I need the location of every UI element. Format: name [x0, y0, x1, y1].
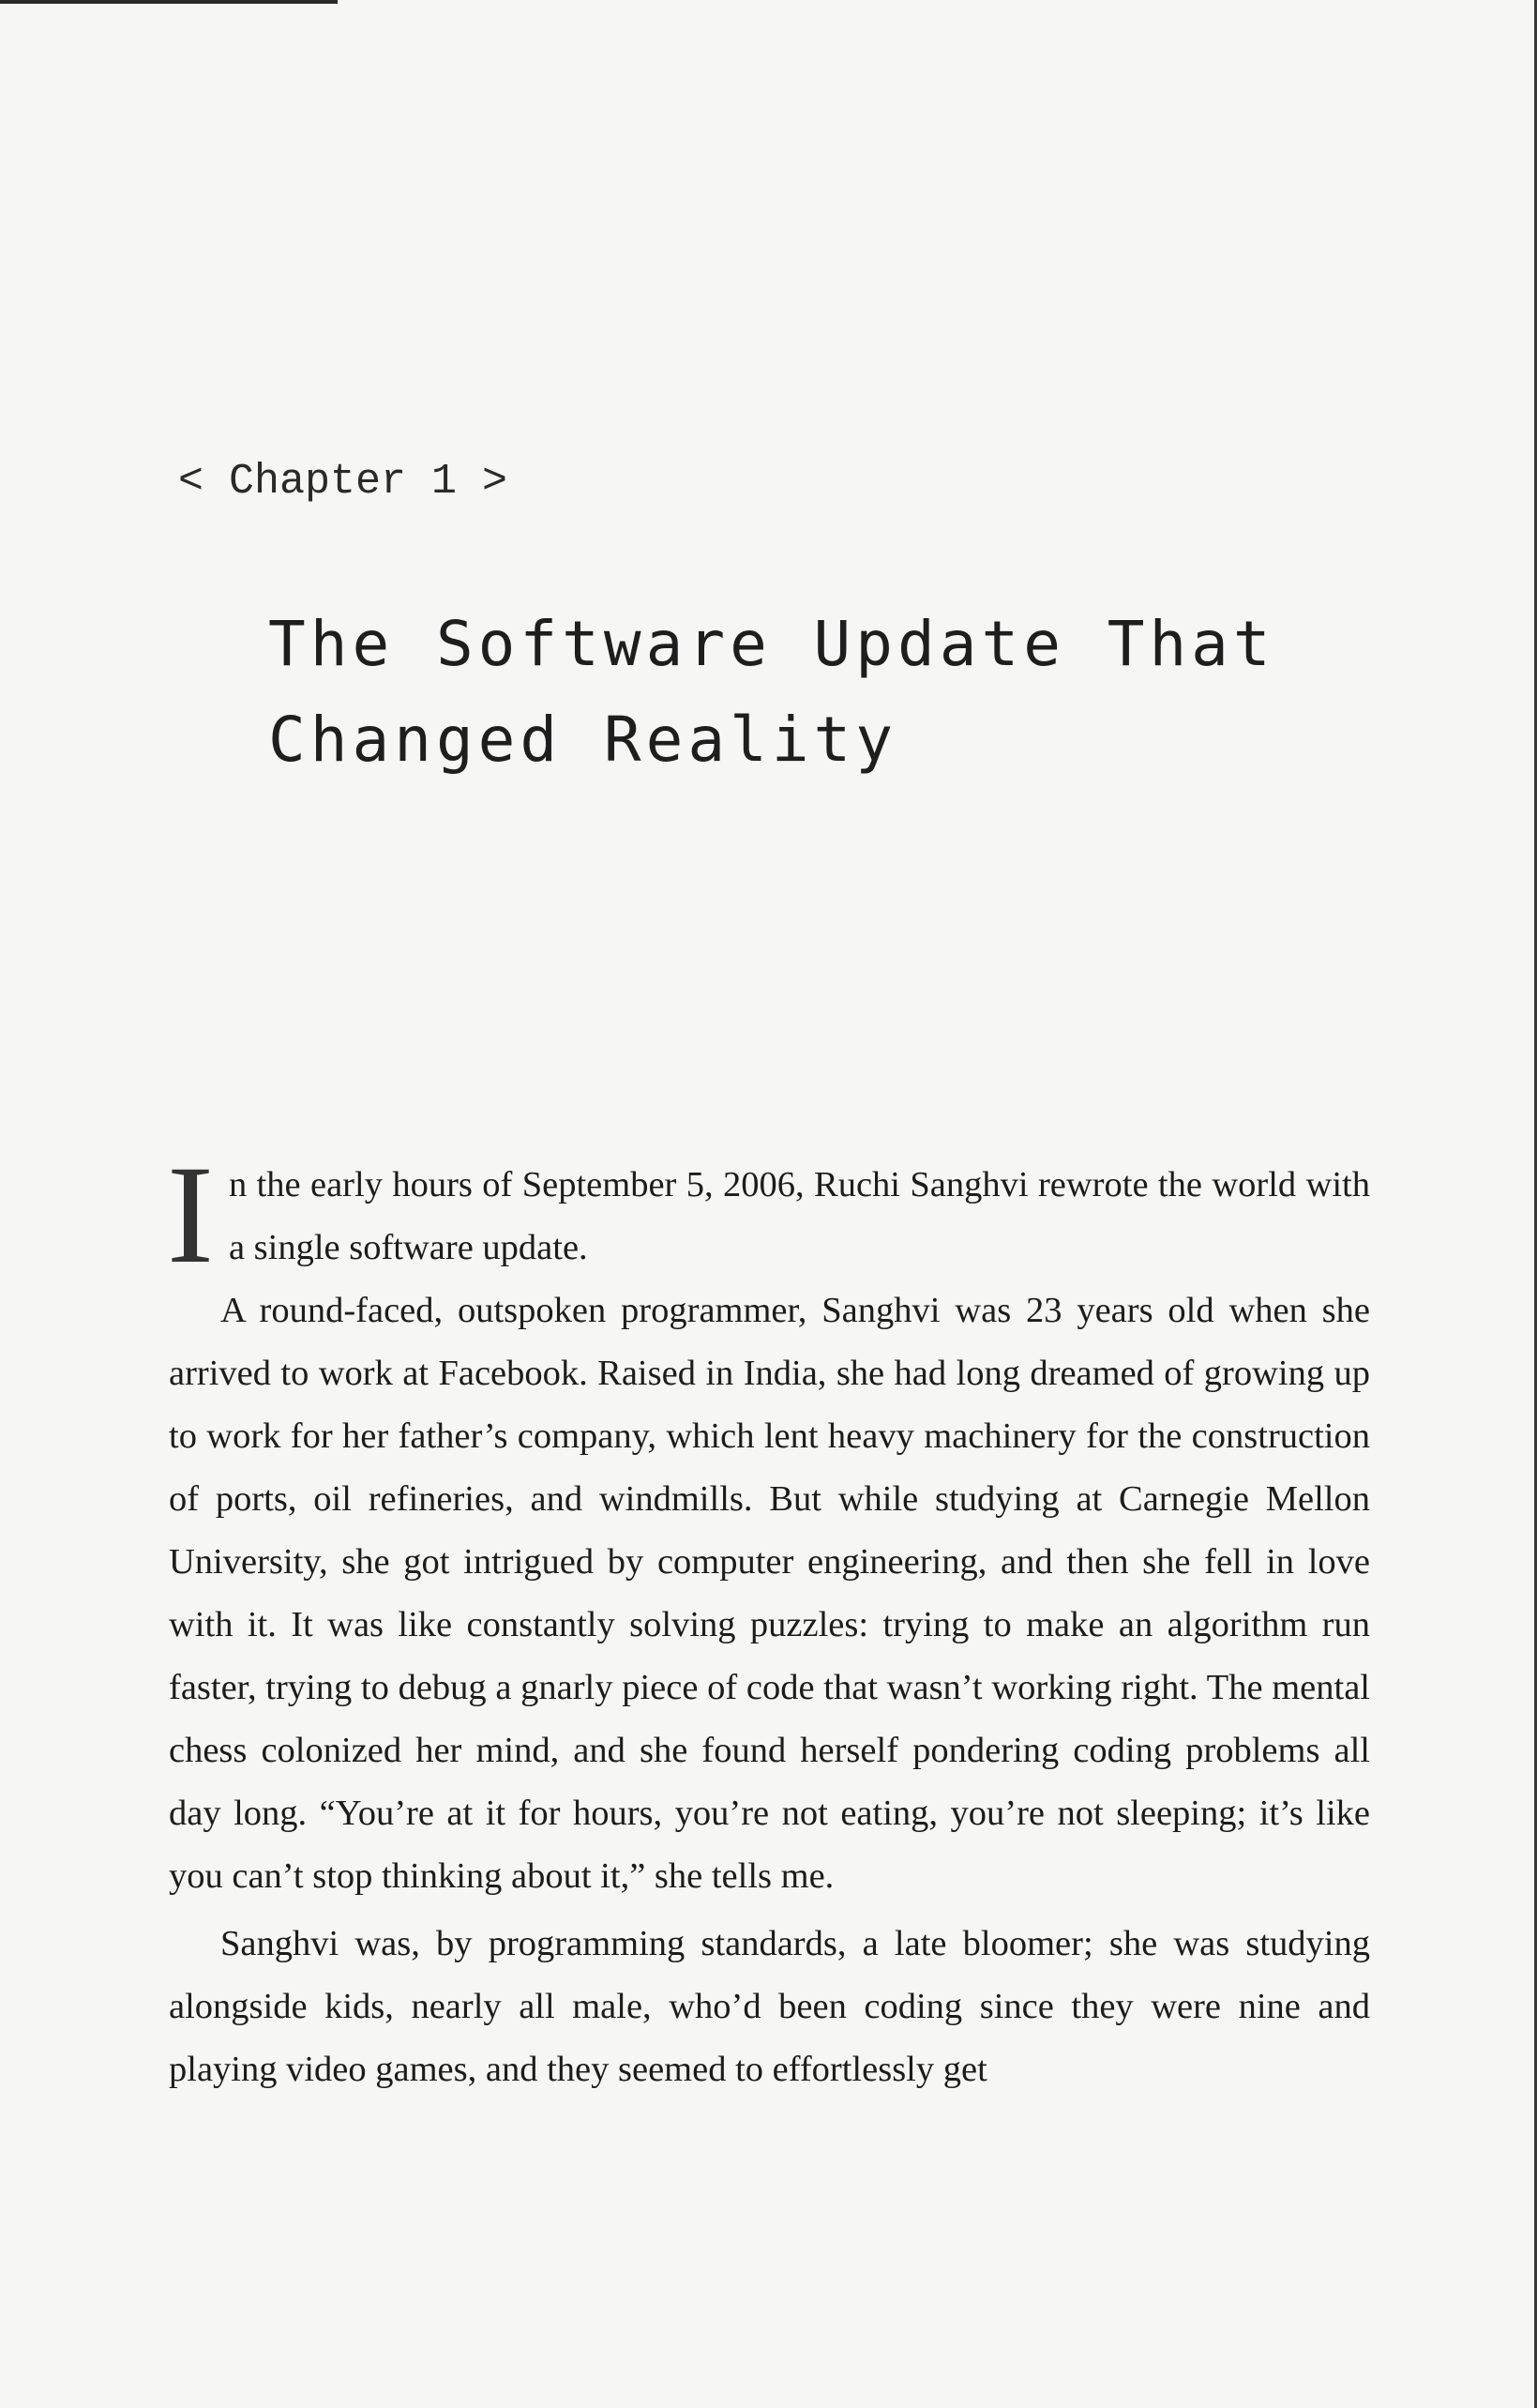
paragraph-2: A round-faced, outspoken programmer, Sanghvi was 23 years old when she arrived to work at Facebook. Raised in India, she had long dreamed of growing up to work for her father’s company, which lent heavy machinery for the construction of ports, oil refineries, and windmills. But while studying at Carnegie Mellon University, she got intrigued by computer engineering, and then she fell in love with it. It was like constantly solving puzzles: trying to make an algorithm run faster, trying to debug a gnarly piece of code that wasn’t working right. The mental chess colonized her mind, and she found herself pondering coding problems all day long. “You’re at it for hours, you’re not eating, you’re not sleeping; it’s like you can’t stop thinking about it,” she tells me.: [169, 1291, 1370, 1896]
chapter-title-line-1: The Software Update That: [268, 608, 1275, 680]
scan-edge-top: [0, 0, 338, 4]
chapter-label: < Chapter 1 >: [178, 458, 508, 506]
chapter-title: [268, 597, 1394, 788]
paragraph-3: Sanghvi was, by programming standards, a late bloomer; she was studying alongside kids, nearly all male, who’d been coding since they were nine and playing video games, and they seemed to effortlessly get: [169, 1924, 1370, 2089]
drop-cap: I: [167, 1137, 214, 1293]
paragraph-1: [167, 1137, 1370, 1293]
paragraph-1-text: n the early hours of September 5, 2006, Ruchi Sanghvi rewrote the world with a single software update.: [228, 1165, 1370, 1267]
body-text: [167, 1137, 1370, 2101]
chapter-title-line-2: Changed Reality: [268, 704, 898, 776]
